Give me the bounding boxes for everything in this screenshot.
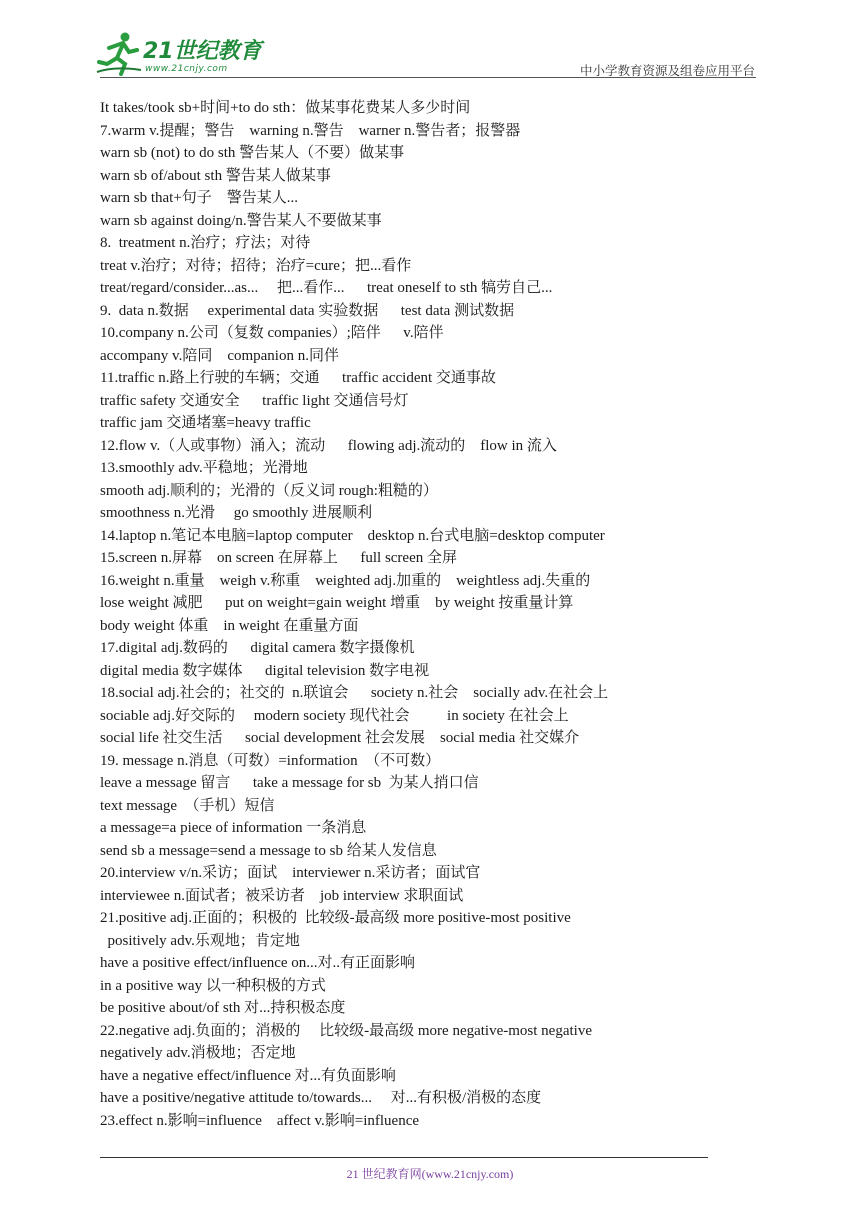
text-line: warn sb (not) to do sth 警告某人（不要）做某事 — [100, 145, 405, 161]
text-line: text message （手机）短信 — [100, 797, 275, 814]
text-line: leave a message 留言 take a message for sb 为某人捎口信 — [100, 775, 479, 791]
text-line: lose weight 减肥 put on weight=gain weight 增重 by weight 按重量计算 — [100, 595, 574, 611]
text-line: 14.laptop n.笔记本电脑=laptop computer desktop n.台式电脑=desktop computer — [100, 527, 605, 544]
text-line: 20.interview v/n.采访；面试 interviewer n.采访者；面试官 — [100, 865, 481, 881]
text-line: 11.traffic n.路上行驶的车辆；交通 traffic accident 交通事故 — [100, 370, 496, 386]
platform-title: 中小学教育资源及组卷应用平台 — [579, 63, 755, 78]
text-line: 10.company n.公司（复数 companies）;陪伴 v.陪伴 — [100, 325, 444, 341]
text-line: positively adv.乐观地；肯定地 — [100, 932, 300, 949]
text-line: 21.positive adj.正面的；积极的 比较级-最高级 more positive-most positive — [100, 910, 571, 926]
text-line: treat/regard/consider...as... 把...看作... treat oneself to sth 犒劳自己... — [100, 280, 553, 296]
text-line: smoothness n.光滑 go smoothly 进展顺利 — [100, 505, 373, 521]
text-line: a message=a piece of information 一条消息 — [100, 820, 367, 836]
footer-text: 21 世纪教育网(www.21cnjy.com) — [346, 1167, 514, 1181]
text-line: body weight 体重 in weight 在重量方面 — [100, 617, 359, 634]
text-line: sociable adj.好交际的 modern society 现代社会 in society 在社会上 — [100, 707, 569, 724]
text-line: warn sb of/about sth 警告某人做某事 — [100, 167, 331, 184]
text-line: traffic safety 交通安全 traffic light 交通信号灯 — [100, 392, 409, 409]
logo — [95, 30, 295, 80]
text-line: 7.warm v.提醒；警告 warning n.警告 warner n.警告者；报警器 — [100, 122, 521, 139]
text-line: treat v.治疗；对待；招待；治疗=cure；把...看作 — [100, 257, 412, 274]
text-line: have a positive effect/influence on...对..有正面影响 — [100, 955, 416, 971]
footer-divider — [100, 1157, 708, 1158]
text-line: 15.screen n.屏幕 on screen 在屏幕上 full screen 全屏 — [100, 550, 457, 566]
text-line: 17.digital adj.数码的 digital camera 数字摄像机 — [100, 640, 415, 656]
text-line: It takes/took sb+时间+to do sth：做某事花费某人多少时间 — [100, 100, 471, 116]
text-line: 13.smoothly adv.平稳地；光滑地 — [100, 460, 308, 476]
text-line: 22.negative adj.负面的；消极的 比较级-最高级 more negative-most negative — [100, 1022, 592, 1039]
text-line: 19. message n.消息（可数）=information （不可数） — [100, 752, 441, 769]
text-line: warn sb against doing/n.警告某人不要做某事 — [100, 212, 382, 229]
logo-url: www.21cnjy.com — [145, 64, 228, 74]
text-line: 16.weight n.重量 weigh v.称重 weighted adj.加重的 weightless adj.失重的 — [100, 572, 591, 589]
document-body — [100, 97, 760, 1132]
text-line: interviewee n.面试者；被采访者 job interview 求职面试 — [100, 887, 464, 904]
text-line: digital media 数字媒体 digital television 数字电视 — [100, 662, 430, 679]
text-line: send sb a message=send a message to sb 给某人发信息 — [100, 842, 437, 859]
text-line: negatively adv.消极地；否定地 — [100, 1045, 296, 1061]
header-divider — [100, 77, 756, 78]
text-line: 9. data n.数据 experimental data 实验数据 test data 测试数据 — [100, 302, 515, 319]
text-line: traffic jam 交通堵塞=heavy traffic — [100, 415, 311, 431]
text-line: 23.effect n.影响=influence affect v.影响=influence — [100, 1112, 420, 1129]
logo-text: 21世纪教育 — [143, 39, 262, 64]
text-line: 8. treatment n.治疗；疗法；对待 — [100, 235, 311, 251]
text-line: accompany v.陪同 companion n.同伴 — [100, 347, 339, 364]
text-line: smooth adj.顺利的；光滑的（反义词 rough:粗糙的） — [100, 482, 438, 499]
text-line: have a negative effect/influence 对...有负面影响 — [100, 1067, 396, 1084]
text-line: social life 社交生活 social development 社会发展 social media 社交媒介 — [100, 730, 580, 746]
text-line: warn sb that+句子 警告某人... — [100, 190, 299, 206]
text-line: 12.flow v.（人或事物）涌入；流动 flowing adj.流动的 flow in 流入 — [100, 437, 557, 454]
text-line: in a positive way 以一种积极的方式 — [100, 977, 326, 994]
text-line: have a positive/negative attitude to/towards... 对...有积极/消极的态度 — [100, 1090, 542, 1106]
text-line: be positive about/of sth 对...持积极态度 — [100, 1000, 346, 1016]
runner-logo-icon — [95, 30, 143, 78]
text-line: 18.social adj.社会的；社交的 n.联谊会 society n.社会 socially adv.在社会上 — [100, 685, 609, 701]
